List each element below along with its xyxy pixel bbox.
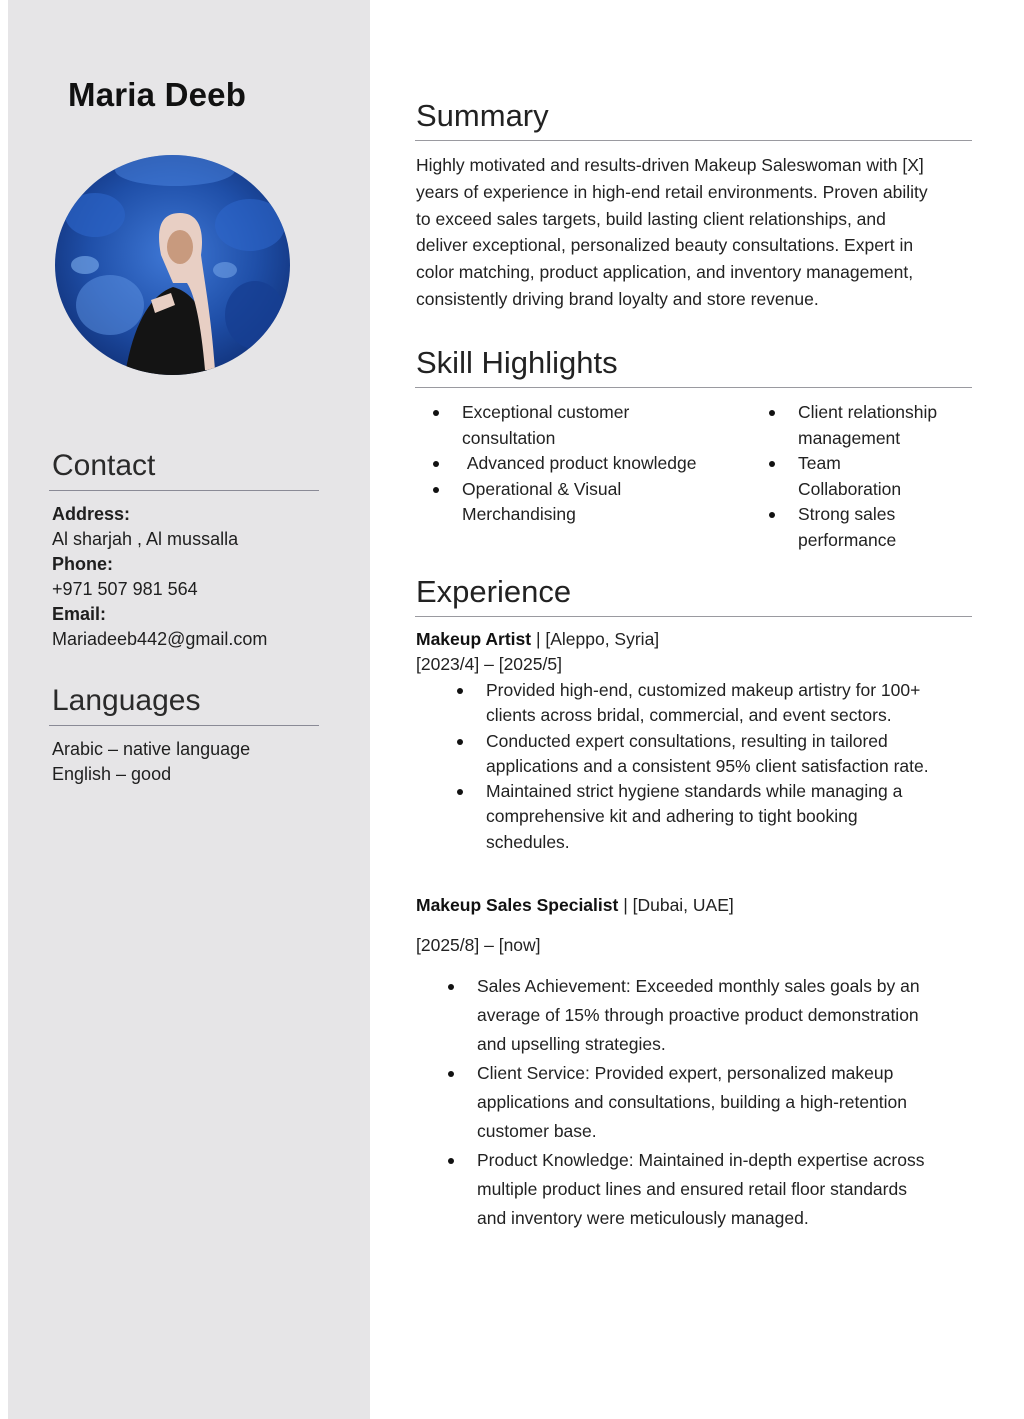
job1-bullet bbox=[440, 779, 980, 855]
languages-divider bbox=[49, 725, 319, 726]
languages-list bbox=[52, 737, 250, 787]
bullet-line: applications and consultations, building a high-retention bbox=[477, 1092, 908, 1112]
contact-divider bbox=[49, 490, 319, 491]
summary-line: consistently driving brand loyalty and store revenue. bbox=[416, 288, 819, 309]
job2-bullet bbox=[430, 1146, 980, 1233]
job1-bullet bbox=[440, 678, 980, 729]
job2-location: | [Dubai, UAE] bbox=[618, 895, 734, 915]
email-value: Mariadeeb442@gmail.com bbox=[52, 629, 268, 649]
job2-title: Makeup Sales Specialist bbox=[416, 895, 619, 915]
bullet-line: average of 15% through proactive product demonstration bbox=[477, 1005, 919, 1025]
skill-line: Collaboration bbox=[798, 478, 902, 499]
skill-line: Operational & Visual bbox=[462, 478, 622, 499]
summary-divider bbox=[415, 140, 972, 141]
skill-line: Team bbox=[798, 453, 841, 473]
person-name: Maria Deeb bbox=[68, 76, 247, 113]
languages-heading: Languages bbox=[52, 684, 201, 717]
job1-bullets bbox=[440, 678, 980, 855]
skills-list-left bbox=[416, 400, 736, 528]
job2-bullets bbox=[430, 972, 980, 1233]
job1-dates: [2023/4] – [2025/5] bbox=[416, 654, 562, 674]
summary-text bbox=[416, 152, 976, 313]
job1-location: | [Aleppo, Syria] bbox=[531, 629, 660, 649]
bullet-line: Provided high-end, customized makeup artistry for 100+ bbox=[486, 680, 921, 700]
bullet-line: Maintained strict hygiene standards while managing a bbox=[486, 781, 903, 802]
experience-divider bbox=[415, 616, 972, 617]
job2-dates: [2025/8] – [now] bbox=[416, 935, 541, 955]
skill-line: consultation bbox=[462, 427, 556, 448]
skill-line: Exceptional customer bbox=[462, 402, 630, 422]
bullet-line: clients across bridal, commercial, and event sectors. bbox=[486, 705, 892, 726]
bullet-line: Client Service: Provided expert, personalized makeup bbox=[477, 1063, 894, 1083]
phone-value: +971 507 981 564 bbox=[52, 579, 198, 599]
skill-line: management bbox=[798, 427, 901, 448]
skill-item bbox=[416, 400, 736, 451]
job1-bullet bbox=[440, 729, 980, 780]
contact-block bbox=[52, 502, 267, 652]
job1-title: Makeup Artist bbox=[416, 629, 532, 649]
skill-item bbox=[752, 502, 972, 553]
skills-list-right bbox=[752, 400, 972, 553]
bullet-line: Conducted expert consultations, resulting in tailored bbox=[486, 730, 888, 751]
job1-title-line bbox=[416, 629, 659, 650]
language-item: English – good bbox=[52, 764, 172, 784]
summary-line: to exceed sales targets, build lasting client relationships, and bbox=[416, 208, 886, 229]
address-label: Address: bbox=[52, 504, 131, 524]
email-label: Email: bbox=[52, 604, 107, 624]
profile-photo-image bbox=[55, 155, 290, 375]
language-item: Arabic – native language bbox=[52, 739, 251, 759]
skill-item bbox=[752, 451, 972, 502]
experience-heading: Experience bbox=[416, 574, 572, 609]
profile-photo bbox=[55, 155, 290, 375]
summary-line: color matching, product application, and inventory management, bbox=[416, 262, 914, 283]
page-edge-left bbox=[0, 0, 8, 1419]
summary-line: years of experience in high-end retail environments. Proven ability bbox=[416, 181, 928, 202]
bullet-line: schedules. bbox=[486, 831, 570, 852]
skill-item bbox=[416, 477, 736, 528]
bullet-line: comprehensive kit and adhering to tight booking bbox=[486, 806, 858, 827]
bullet-line: and upselling strategies. bbox=[477, 1034, 666, 1054]
summary-heading: Summary bbox=[416, 98, 549, 133]
bullet-line: Sales Achievement: Exceeded monthly sales goals by an bbox=[477, 976, 920, 996]
bullet-line: applications and a consistent 95% client satisfaction rate. bbox=[486, 755, 929, 776]
skill-line: Strong sales bbox=[798, 504, 896, 524]
skills-heading: Skill Highlights bbox=[416, 345, 618, 380]
skill-line: Client relationship bbox=[798, 402, 938, 422]
bullet-line: multiple product lines and ensured retail floor standards bbox=[477, 1179, 907, 1199]
skills-divider bbox=[415, 387, 972, 388]
contact-heading: Contact bbox=[52, 449, 156, 482]
bullet-line: Product Knowledge: Maintained in-depth expertise across bbox=[477, 1150, 925, 1170]
job2-title-line bbox=[416, 895, 734, 916]
summary-line: Highly motivated and results-driven Makeup Saleswoman with [X] bbox=[416, 155, 924, 175]
skill-line: performance bbox=[798, 529, 897, 550]
skill-line: Advanced product knowledge bbox=[462, 453, 697, 473]
phone-label: Phone: bbox=[52, 554, 113, 574]
summary-line: deliver exceptional, personalized beauty consultations. Expert in bbox=[416, 235, 914, 256]
address-value: Al sharjah , Al mussalla bbox=[52, 529, 239, 549]
job2-bullet bbox=[430, 1059, 980, 1146]
bullet-line: and inventory were meticulously managed. bbox=[477, 1208, 809, 1228]
bullet-line: customer base. bbox=[477, 1121, 597, 1141]
skill-line: Merchandising bbox=[462, 504, 576, 524]
skill-item bbox=[416, 451, 736, 477]
skill-item bbox=[752, 400, 972, 451]
page-edge-right bbox=[1014, 0, 1024, 1419]
job2-bullet bbox=[430, 972, 980, 1059]
